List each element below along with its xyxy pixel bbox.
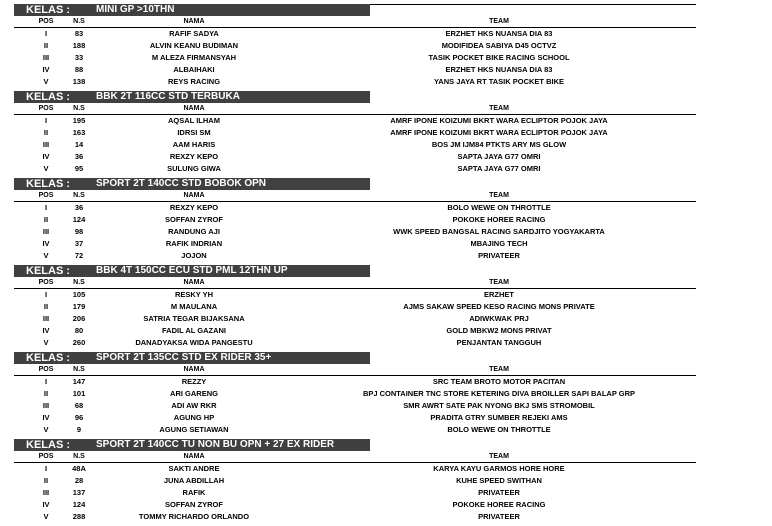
pos-header: POS xyxy=(38,453,54,460)
position-cell: V xyxy=(43,338,49,347)
position-cell: III xyxy=(42,314,50,323)
position-cell: V xyxy=(43,77,49,86)
nama-header: NAMA xyxy=(183,366,205,373)
result-row xyxy=(14,301,696,313)
class-name: BBK 4T 150CC ECU STD PML 12THN UP xyxy=(96,265,288,276)
class-name: SPORT 2T 140CC TU NON BU OPN + 27 EX RIDER xyxy=(96,439,335,450)
position-cell: V xyxy=(43,164,49,173)
result-row xyxy=(14,151,696,163)
start-number-cell: 124 xyxy=(72,500,86,509)
rider-name-cell: AGUNG HP xyxy=(173,413,215,422)
result-row xyxy=(14,412,696,424)
rider-name-cell: RANDUNG AJI xyxy=(168,227,220,236)
result-row xyxy=(14,388,696,400)
team-cell: PRADITA GTRY SUMBER REJEKI AMS xyxy=(430,413,568,422)
result-row xyxy=(14,475,696,487)
position-cell: III xyxy=(42,488,50,497)
start-number-cell: 101 xyxy=(72,389,86,398)
start-number-cell: 105 xyxy=(72,290,86,299)
start-number-cell: 14 xyxy=(74,140,84,149)
team-cell: SAPTA JAYA G77 OMRI xyxy=(457,164,541,173)
pos-header: POS xyxy=(38,192,54,199)
pos-header: POS xyxy=(38,105,54,112)
column-header-row xyxy=(14,191,696,202)
result-row xyxy=(14,499,696,511)
position-cell: II xyxy=(43,215,49,224)
class-header-bar xyxy=(14,265,370,277)
start-number-cell: 124 xyxy=(72,215,86,224)
team-cell: PRIVATEER xyxy=(478,251,520,260)
team-cell: PENJANTAN TANGGUH xyxy=(456,338,542,347)
team-cell: YANS JAYA RT TASIK POCKET BIKE xyxy=(433,77,565,86)
rider-name-cell: REYS RACING xyxy=(167,77,221,86)
result-row xyxy=(14,250,696,262)
ns-header: N.S xyxy=(73,192,85,199)
position-cell: IV xyxy=(42,65,50,74)
team-cell: POKOKE HOREE RACING xyxy=(452,500,546,509)
rider-name-cell: JOJON xyxy=(181,251,207,260)
start-number-cell: 80 xyxy=(74,326,84,335)
position-cell: IV xyxy=(42,413,50,422)
team-cell: POKOKE HOREE RACING xyxy=(452,215,546,224)
rider-name-cell: M ALEZA FIRMANSYAH xyxy=(151,53,237,62)
rider-name-cell: ALVIN KEANU BUDIMAN xyxy=(149,41,239,50)
position-cell: I xyxy=(44,290,48,299)
result-row xyxy=(14,115,696,127)
rider-name-cell: AGUNG SETIAWAN xyxy=(159,425,229,434)
result-row xyxy=(14,325,696,337)
result-row xyxy=(14,226,696,238)
start-number-cell: 98 xyxy=(74,227,84,236)
rider-name-cell: RAFIF SADYA xyxy=(169,29,219,38)
class-block xyxy=(14,439,696,526)
result-row xyxy=(14,376,696,388)
rider-name-cell: IDRSI SM xyxy=(177,128,211,137)
position-cell: III xyxy=(42,53,50,62)
result-row xyxy=(14,127,696,139)
rider-name-cell: AAM HARIS xyxy=(172,140,216,149)
start-number-cell: 83 xyxy=(74,29,84,38)
start-number-cell: 68 xyxy=(74,401,84,410)
position-cell: IV xyxy=(42,239,50,248)
rider-name-cell: REXZY KEPO xyxy=(169,203,219,212)
class-label: KELAS : xyxy=(26,439,70,451)
rider-name-cell: REZZY xyxy=(181,377,207,386)
result-row xyxy=(14,463,696,475)
rider-name-cell: SOFFAN ZYROF xyxy=(165,215,223,224)
result-row xyxy=(14,139,696,151)
team-cell: AMRF IPONE KOIZUMI BKRT WARA ECLIPTOR POJOK JAYA xyxy=(390,128,608,137)
start-number-cell: 288 xyxy=(72,512,86,521)
team-header: TEAM xyxy=(489,18,509,25)
class-block xyxy=(14,4,696,91)
class-block xyxy=(14,91,696,178)
result-row xyxy=(14,400,696,412)
team-cell: BPJ CONTAINER TNC STORE KETERING DIVA BROILLER SAPI BALAP GRP xyxy=(362,389,636,398)
result-row xyxy=(14,214,696,226)
result-row xyxy=(14,76,696,88)
rider-name-cell: M MAULANA xyxy=(170,302,218,311)
class-name: SPORT 2T 140CC STD BOBOK OPN xyxy=(96,178,267,189)
start-number-cell: 72 xyxy=(74,251,84,260)
start-number-cell: 33 xyxy=(74,53,84,62)
class-header-bar xyxy=(14,352,370,364)
team-cell: BOLO WEWE ON THROTTLE xyxy=(447,425,551,434)
class-header-bar xyxy=(14,91,370,103)
position-cell: IV xyxy=(42,326,50,335)
team-cell: PRIVATEER xyxy=(478,512,520,521)
column-header-row xyxy=(14,278,696,289)
position-cell: II xyxy=(43,41,49,50)
team-cell: MBAJING TECH xyxy=(470,239,528,248)
rider-name-cell: SOFFAN ZYROF xyxy=(165,500,223,509)
start-number-cell: 37 xyxy=(74,239,84,248)
rider-name-cell: ARI GARENG xyxy=(170,389,218,398)
column-header-row xyxy=(14,452,696,463)
team-cell: PRIVATEER xyxy=(478,488,520,497)
start-number-cell: 88 xyxy=(74,65,84,74)
team-cell: SMR AWRT SATE PAK NYONG BKJ SMS STROMOBIL xyxy=(403,401,595,410)
start-number-cell: 96 xyxy=(74,413,84,422)
position-cell: I xyxy=(44,116,48,125)
results-sheet xyxy=(14,4,696,526)
position-cell: I xyxy=(44,464,48,473)
position-cell: III xyxy=(42,227,50,236)
class-label: KELAS : xyxy=(26,265,70,277)
position-cell: V xyxy=(43,251,49,260)
start-number-cell: 206 xyxy=(72,314,86,323)
result-row xyxy=(14,424,696,436)
position-cell: V xyxy=(43,512,49,521)
result-row xyxy=(14,64,696,76)
result-row xyxy=(14,28,696,40)
team-cell: ERZHET xyxy=(484,290,514,299)
rider-name-cell: FADIL AL GAZANI xyxy=(161,326,227,335)
class-label: KELAS : xyxy=(26,178,70,190)
start-number-cell: 28 xyxy=(74,476,84,485)
rider-name-cell: RESKY YH xyxy=(174,290,214,299)
team-cell: BOLO WEWE ON THROTTLE xyxy=(447,203,551,212)
position-cell: II xyxy=(43,128,49,137)
team-cell: SRC TEAM BROTO MOTOR PACITAN xyxy=(432,377,566,386)
position-cell: II xyxy=(43,389,49,398)
pos-header: POS xyxy=(38,18,54,25)
team-cell: BOS JM IJM84 PTKTS ARY MS GLOW xyxy=(431,140,567,149)
position-cell: I xyxy=(44,203,48,212)
start-number-cell: 147 xyxy=(72,377,86,386)
team-cell: AJMS SAKAW SPEED KESO RACING MONS PRIVATE xyxy=(403,302,595,311)
start-number-cell: 188 xyxy=(72,41,86,50)
team-header: TEAM xyxy=(489,105,509,112)
team-header: TEAM xyxy=(489,366,509,373)
class-block xyxy=(14,178,696,265)
start-number-cell: 95 xyxy=(74,164,84,173)
nama-header: NAMA xyxy=(183,18,205,25)
team-cell: KUHE SPEED SWITHAN xyxy=(456,476,542,485)
class-block xyxy=(14,352,696,439)
team-cell: ADIWKWAK PRJ xyxy=(469,314,529,323)
class-header-bar xyxy=(14,178,370,190)
position-cell: IV xyxy=(42,152,50,161)
team-cell: GOLD MBKW2 MONS PRIVAT xyxy=(446,326,552,335)
rider-name-cell: REXZY KEPO xyxy=(169,152,219,161)
team-cell: WWK SPEED BANGSAL RACING SARDJITO YOGYAKARTA xyxy=(393,227,605,236)
rider-name-cell: RAFIK INDRIAN xyxy=(165,239,223,248)
rider-name-cell: AQSAL ILHAM xyxy=(168,116,220,125)
team-cell: KARYA KAYU GARMOS HORE HORE xyxy=(433,464,565,473)
team-cell: AMRF IPONE KOIZUMI BKRT WARA ECLIPTOR POJOK JAYA xyxy=(390,116,608,125)
rider-name-cell: RAFIK xyxy=(182,488,206,497)
rider-name-cell: JUNA ABDILLAH xyxy=(163,476,225,485)
ns-header: N.S xyxy=(73,366,85,373)
result-row xyxy=(14,289,696,301)
team-header: TEAM xyxy=(489,192,509,199)
nama-header: NAMA xyxy=(183,279,205,286)
team-cell: MODIFIDEA SABIYA D45 OCTVZ xyxy=(441,41,557,50)
ns-header: N.S xyxy=(73,105,85,112)
result-row xyxy=(14,238,696,250)
start-number-cell: 163 xyxy=(72,128,86,137)
column-header-row xyxy=(14,17,696,28)
result-row xyxy=(14,511,696,523)
class-block xyxy=(14,265,696,352)
result-row xyxy=(14,202,696,214)
rider-name-cell: DANADYAKSA WIDA PANGESTU xyxy=(135,338,253,347)
rider-name-cell: TOMMY RICHARDO ORLANDO xyxy=(138,512,250,521)
class-label: KELAS : xyxy=(26,4,70,16)
ns-header: N.S xyxy=(73,18,85,25)
class-label: KELAS : xyxy=(26,352,70,364)
result-row xyxy=(14,40,696,52)
team-header: TEAM xyxy=(489,279,509,286)
start-number-cell: 9 xyxy=(76,425,82,434)
rider-name-cell: ADI AW RKR xyxy=(171,401,217,410)
position-cell: III xyxy=(42,140,50,149)
position-cell: I xyxy=(44,377,48,386)
ns-header: N.S xyxy=(73,279,85,286)
start-number-cell: 36 xyxy=(74,152,84,161)
start-number-cell: 138 xyxy=(72,77,86,86)
result-row xyxy=(14,313,696,325)
pos-header: POS xyxy=(38,366,54,373)
rider-name-cell: ALBAIHAKI xyxy=(173,65,215,74)
team-cell: SAPTA JAYA G77 OMRI xyxy=(457,152,541,161)
position-cell: I xyxy=(44,29,48,38)
team-header: TEAM xyxy=(489,453,509,460)
position-cell: III xyxy=(42,401,50,410)
class-header-bar xyxy=(14,439,370,451)
result-row xyxy=(14,52,696,64)
class-name: SPORT 2T 135CC STD EX RIDER 35+ xyxy=(96,352,272,363)
rider-name-cell: SULUNG GIWA xyxy=(167,164,221,173)
pos-header: POS xyxy=(38,279,54,286)
start-number-cell: 260 xyxy=(72,338,86,347)
position-cell: V xyxy=(43,425,49,434)
position-cell: IV xyxy=(42,500,50,509)
ns-header: N.S xyxy=(73,453,85,460)
start-number-cell: 137 xyxy=(72,488,86,497)
column-header-row xyxy=(14,365,696,376)
team-cell: ERZHET HKS NUANSA DIA 83 xyxy=(445,65,553,74)
column-header-row xyxy=(14,104,696,115)
class-header-bar xyxy=(14,4,370,16)
position-cell: II xyxy=(43,476,49,485)
team-cell: TASIK POCKET BIKE RACING SCHOOL xyxy=(428,53,570,62)
start-number-cell: 36 xyxy=(74,203,84,212)
class-name: BBK 2T 116CC STD TERBUKA xyxy=(96,91,240,102)
class-name: MINI GP >10THN xyxy=(96,4,175,15)
nama-header: NAMA xyxy=(183,192,205,199)
class-label: KELAS : xyxy=(26,91,70,103)
nama-header: NAMA xyxy=(183,105,205,112)
result-row xyxy=(14,337,696,349)
result-row xyxy=(14,487,696,499)
start-number-cell: 195 xyxy=(72,116,86,125)
start-number-cell: 179 xyxy=(72,302,86,311)
start-number-cell: 48A xyxy=(72,464,86,473)
nama-header: NAMA xyxy=(183,453,205,460)
rider-name-cell: SAKTI ANDRE xyxy=(168,464,220,473)
result-row xyxy=(14,163,696,175)
team-cell: ERZHET HKS NUANSA DIA 83 xyxy=(445,29,553,38)
rider-name-cell: SATRIA TEGAR BIJAKSANA xyxy=(143,314,245,323)
position-cell: II xyxy=(43,302,49,311)
